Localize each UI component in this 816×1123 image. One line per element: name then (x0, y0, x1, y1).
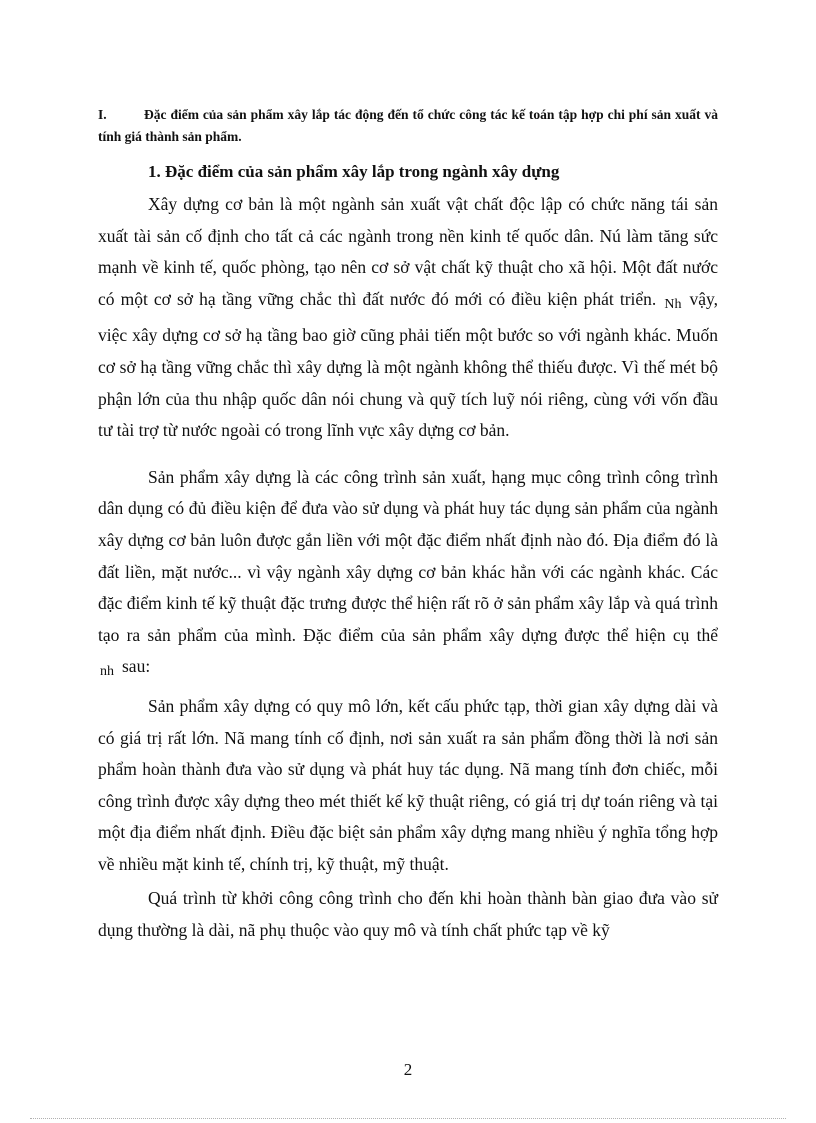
paragraph-2-part-a: Sản phẩm xây dựng là các công trình sản xuất, hạng mục công trình công trình dân dụng có đủ điều kiện để đưa vào sử dụng và phát huy tác dụng sản phẩm của ngành xây dựng cơ bản luôn được gắn liền với một đặc điểm nhất định nào đó. Địa điểm đó là đất liền, mặt nước... vì vậy ngành xây dựng cơ bản khác hẳn với các ngành khác. Các đặc điểm kinh tế kỹ thuật đặc trưng được thể hiện rất rõ ở sản phẩm xây lắp và quá trình tạo ra sản phẩm của mình. Đặc điểm của sản phẩm xây dựng được thể hiện cụ thể (98, 466, 718, 645)
paragraph-1-part-b: vậy, việc xây dựng cơ sở hạ tầng bao giờ cũng phải tiến một bước so với ngành khác. Muốn cơ sở hạ tầng vững chắc thì xây dựng là một ngành không thể thiếu được. Vì thế mét bộ phận lớn của thu nhập quốc dân nói chung và quỹ tích luỹ nói riêng, cùng với vốn đầu tư tài trợ từ nước ngoài có trong lĩnh vực xây dựng cơ bản. (98, 288, 718, 441)
paragraph-2-inline-fragment: nh (100, 664, 114, 680)
section-number: I. (98, 107, 107, 122)
paragraph-2 (98, 462, 718, 688)
section-heading (98, 104, 718, 148)
paragraph-3: Sản phẩm xây dựng có quy mô lớn, kết cấu phức tạp, thời gian xây dựng dài và có giá trị rất lớn. Nã mang tính cố định, nơi sản xuất ra sản phẩm đồng thời là nơi sản phẩm hoàn thành đưa vào sử dụng và phát huy tác dụng. Nã mang tính đơn chiếc, mỗi công trình được xây dựng theo mét thiết kế kỹ thuật riêng, có giá trị dự toán riêng và tại một địa điểm nhất định. Điều đặc biệt sản phẩm xây dựng mang nhiều ý nghĩa tổng hợp về nhiều mặt kinh tế, chính trị, kỹ thuật, mỹ thuật. (98, 695, 718, 874)
paragraph-1-inline-fragment: Nh (664, 296, 682, 312)
section-title: Đặc điểm của sản phẩm xây lắp tác động đến tổ chức công tác kế toán tập hợp chi phí sản xuất và tính giá thành sản phẩm. (98, 107, 718, 144)
body-text (98, 189, 718, 947)
paragraph-1-part-a: Xây dựng cơ bản là một ngành sản xuất vật chất độc lập có chức năng tái sản xuất tài sản cố định cho tất cả các ngành trong nền kinh tế quốc dân. Nú làm tăng sức mạnh về kinh tế, quốc phòng, tạo nên cơ sở vật chất kỹ thuật cho xã hội. Một đất nước có một cơ sở hạ tầng vững chắc thì đất nước đó mới có điều kiện phát triển. (98, 194, 718, 309)
page-bottom-border (30, 1118, 786, 1119)
paragraph-2-part-b: sau: (122, 656, 151, 677)
subsection-heading: 1. Đặc điểm của sản phẩm xây lắp trong ngành xây dựng (148, 162, 560, 181)
paragraph-4: Quá trình từ khởi công công trình cho đến khi hoàn thành bàn giao đưa vào sử dụng thường là dài, nã phụ thuộc vào quy mô và tính chất phức tạp về kỹ (98, 888, 718, 941)
paragraph-1 (98, 189, 718, 447)
page-number: 2 (403, 1060, 413, 1079)
